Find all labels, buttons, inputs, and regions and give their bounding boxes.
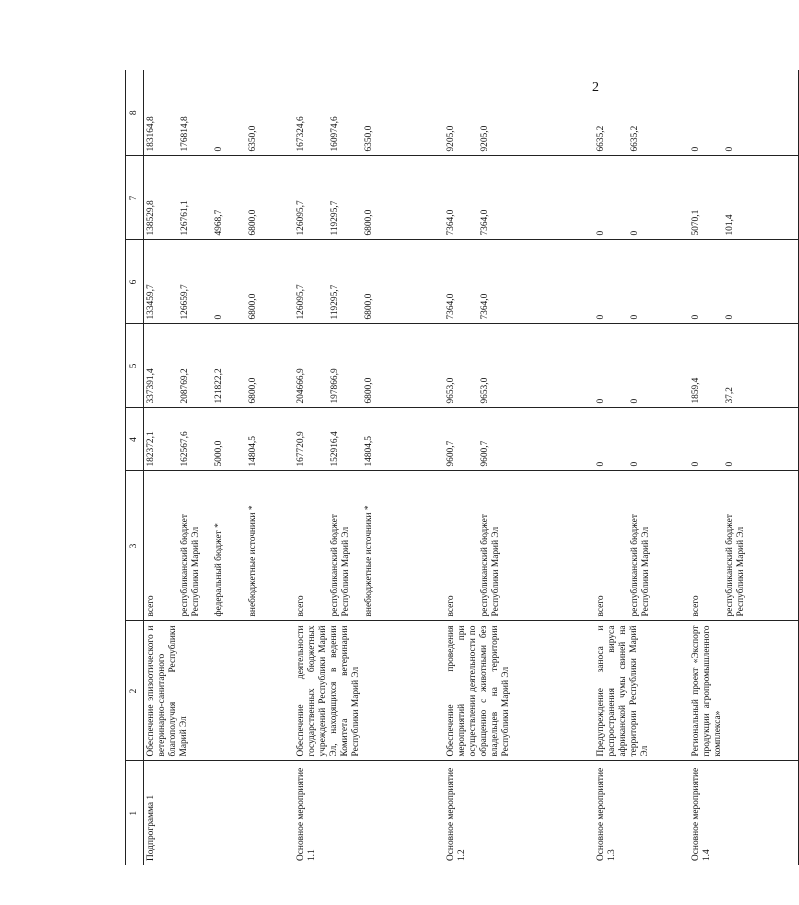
row-description: Обеспечение эпизоотического и ветеринарно-санитарного благополучия Республики Марий Эл — [144, 621, 294, 761]
year-value-cell — [294, 240, 444, 324]
amount-value: 14804,5 — [363, 436, 374, 467]
amount-value: 1859,4 — [690, 377, 701, 404]
amount-value: 0 — [595, 398, 606, 404]
row-title: Основное мероприятие 1.4 — [689, 761, 799, 865]
funding-source: республиканский бюджет Республики Марий Эл — [724, 514, 746, 617]
amount-value: 7364,0 — [445, 209, 456, 236]
amount-value: 138529,8 — [146, 200, 157, 236]
column-header: 8 — [126, 70, 144, 156]
year-value-cell — [594, 156, 689, 240]
amount-value: 167720,9 — [295, 431, 306, 467]
row-description: Региональный проект «Экспорт продукции агропромышленного комплекса» — [689, 621, 799, 761]
funding-sources — [144, 471, 294, 621]
year-value-cell — [594, 408, 689, 471]
year-value-cell — [689, 324, 799, 408]
row-description: Обеспечение проведения мероприятий при осуществлении деятельности по обращению с животными без владельцев на территории Республики Марий Эл — [444, 621, 594, 761]
amount-value: 167324,6 — [295, 116, 306, 152]
amount-value: 0 — [690, 146, 701, 152]
amount-value: 0 — [724, 461, 735, 467]
table-row — [689, 70, 799, 865]
amount-value: 121822,2 — [214, 368, 225, 404]
year-value-cell — [444, 70, 594, 156]
amount-value: 0 — [629, 314, 640, 320]
amount-value: 152916,4 — [329, 431, 340, 467]
amount-value: 126095,7 — [295, 284, 306, 320]
amount-value: 0 — [629, 398, 640, 404]
table-row — [294, 70, 444, 865]
amount-value: 0 — [629, 461, 640, 467]
table-row — [444, 70, 594, 865]
funding-source: республиканский бюджет Республики Марий Эл — [629, 514, 651, 617]
year-value-cell — [294, 70, 444, 156]
amount-value: 208769,2 — [180, 368, 191, 404]
year-value-cell — [144, 70, 294, 156]
amount-value: 126761,1 — [180, 200, 191, 236]
funding-source: республиканский бюджет Республики Марий Эл — [329, 514, 351, 617]
budget-table — [125, 70, 799, 865]
table-row — [594, 70, 689, 865]
amount-value: 9653,0 — [479, 377, 490, 404]
amount-value: 0 — [214, 314, 225, 320]
amount-value: 6800,0 — [363, 293, 374, 320]
amount-value: 162567,6 — [180, 431, 191, 467]
amount-value: 0 — [214, 146, 225, 152]
amount-value: 0 — [595, 314, 606, 320]
amount-value: 5070,1 — [690, 209, 701, 236]
row-title: Основное мероприятие 1.1 — [295, 767, 317, 861]
year-value-cell — [444, 156, 594, 240]
amount-value: 9600,7 — [479, 440, 490, 467]
year-value-cell — [294, 408, 444, 471]
amount-value: 6800,0 — [248, 293, 259, 320]
amount-value: 6635,2 — [629, 125, 640, 152]
rotated-table-container — [125, 70, 746, 865]
amount-value: 5000,0 — [214, 440, 225, 467]
amount-value: 0 — [690, 314, 701, 320]
amount-value: 6350,0 — [248, 125, 259, 152]
funding-source: внебюджетные источники * — [363, 505, 374, 617]
amount-value: 9205,0 — [445, 125, 456, 152]
amount-value: 7364,0 — [479, 293, 490, 320]
funding-source: всего — [295, 595, 306, 617]
amount-value: 6800,0 — [363, 209, 374, 236]
row-title: Основное мероприятие 1.2 — [445, 767, 467, 861]
amount-value: 6635,2 — [595, 125, 606, 152]
year-value-cell — [144, 408, 294, 471]
page-number: 2 — [592, 80, 599, 95]
row-title: Подпрограмма 1 — [146, 794, 157, 861]
funding-sources — [294, 471, 444, 621]
amount-value: 119295,7 — [329, 200, 340, 236]
funding-source: внебюджетные источники * — [248, 505, 259, 617]
amount-value: 6800,0 — [363, 377, 374, 404]
year-value-cell — [444, 240, 594, 324]
column-header: 6 — [126, 240, 144, 324]
year-value-cell — [689, 70, 799, 156]
amount-value: 176814,8 — [180, 116, 191, 152]
amount-value: 160974,6 — [329, 116, 340, 152]
amount-value: 337391,4 — [146, 368, 157, 404]
year-value-cell — [594, 240, 689, 324]
amount-value: 0 — [629, 230, 640, 236]
year-value-cell — [689, 240, 799, 324]
amount-value: 0 — [724, 314, 735, 320]
year-value-cell — [689, 156, 799, 240]
funding-source: всего — [595, 595, 606, 617]
amount-value: 0 — [690, 461, 701, 467]
amount-value: 9653,0 — [445, 377, 456, 404]
header-row — [126, 70, 144, 865]
amount-value: 0 — [595, 461, 606, 467]
year-value-cell — [294, 324, 444, 408]
row-description: Предупреждение заноса и распространения вируса африканской чумы свиней на территории Республики Марий Эл — [594, 621, 689, 761]
amount-value: 133459,7 — [146, 284, 157, 320]
column-header: 1 — [126, 761, 144, 865]
funding-source: республиканский бюджет Республики Марий Эл — [479, 514, 501, 617]
amount-value: 4968,7 — [214, 209, 225, 236]
column-header: 5 — [126, 324, 144, 408]
amount-value: 0 — [595, 230, 606, 236]
amount-value: 37,2 — [724, 387, 735, 404]
year-value-cell — [444, 324, 594, 408]
year-value-cell — [594, 70, 689, 156]
year-value-cell — [144, 324, 294, 408]
amount-value: 0 — [724, 146, 735, 152]
amount-value: 6800,0 — [248, 209, 259, 236]
year-value-cell — [689, 408, 799, 471]
column-header: 4 — [126, 408, 144, 471]
amount-value: 119295,7 — [329, 284, 340, 320]
year-value-cell — [444, 408, 594, 471]
year-value-cell — [594, 324, 689, 408]
year-value-cell — [144, 156, 294, 240]
column-header: 2 — [126, 621, 144, 761]
amount-value: 204666,9 — [295, 368, 306, 404]
amount-value: 101,4 — [724, 214, 735, 236]
amount-value: 126095,7 — [295, 200, 306, 236]
funding-sources — [689, 471, 799, 621]
amount-value: 6800,0 — [248, 377, 259, 404]
funding-sources — [594, 471, 689, 621]
year-value-cell — [144, 240, 294, 324]
funding-sources — [444, 471, 594, 621]
amount-value: 182372,1 — [146, 431, 157, 467]
funding-source: республиканский бюджет Республики Марий Эл — [180, 514, 202, 617]
funding-source: всего — [445, 595, 456, 617]
amount-value: 126659,7 — [180, 284, 191, 320]
amount-value: 6350,0 — [363, 125, 374, 152]
funding-source: всего — [690, 595, 701, 617]
row-title: Основное мероприятие 1.3 — [595, 767, 617, 861]
amount-value: 9600,7 — [445, 440, 456, 467]
amount-value: 14804,5 — [248, 436, 259, 467]
amount-value: 197866,9 — [329, 368, 340, 404]
column-header: 3 — [126, 471, 144, 621]
amount-value: 183164,8 — [146, 116, 157, 152]
funding-source: всего — [146, 595, 157, 617]
amount-value: 9205,0 — [479, 125, 490, 152]
table-row — [144, 70, 294, 865]
funding-source: федеральный бюджет * — [214, 523, 225, 617]
column-header: 7 — [126, 156, 144, 240]
amount-value: 7364,0 — [445, 293, 456, 320]
year-value-cell — [294, 156, 444, 240]
row-description: Обеспечение деятельности государственных бюджетных учреждений Республики Марий Эл, находящихся в ведении Комитета ветеринарии Республики Марий Эл — [294, 621, 444, 761]
amount-value: 7364,0 — [479, 209, 490, 236]
